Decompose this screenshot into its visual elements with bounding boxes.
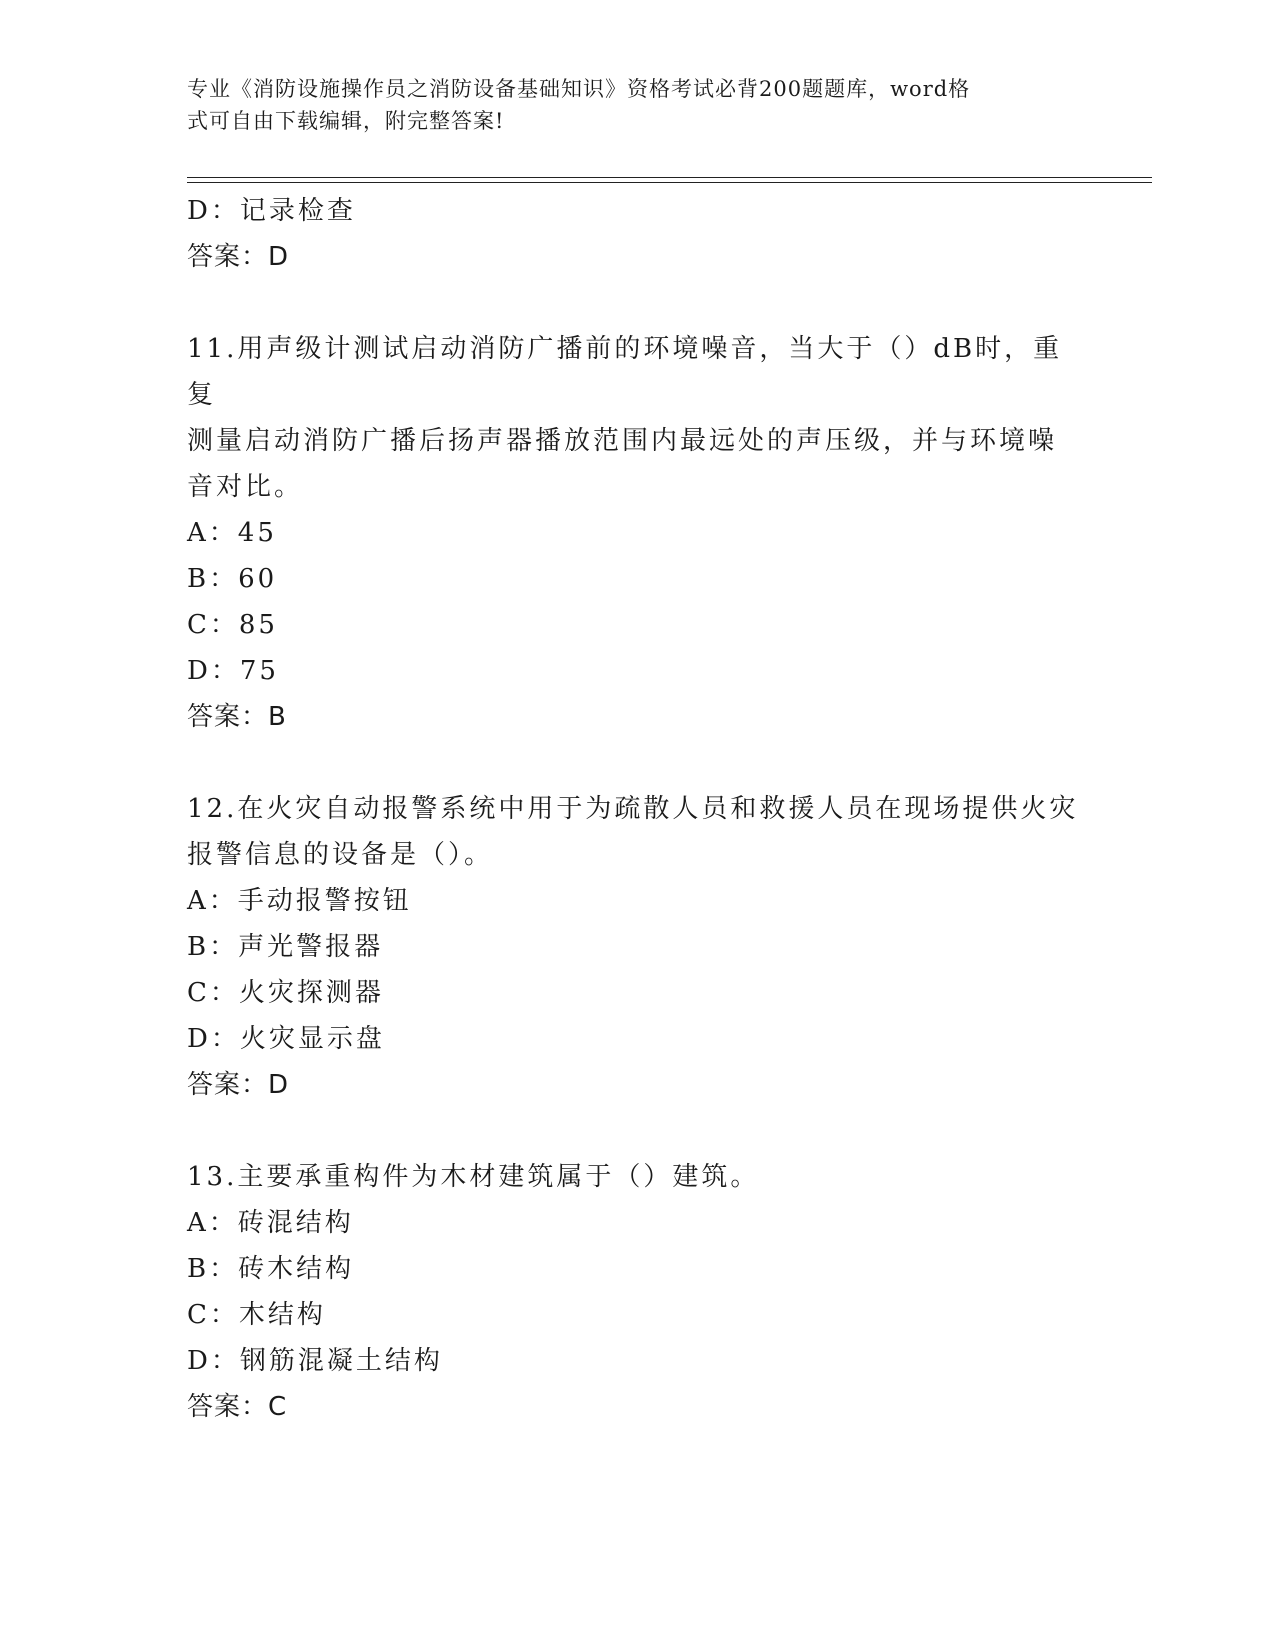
header-line-2: 式可自由下载编辑，附完整答案! (187, 109, 505, 133)
question-stem-line: 测量启动消防广播后扬声器播放范围内最远处的声压级，并与环境噪 (187, 426, 1058, 456)
option-b: B：60 (187, 564, 278, 594)
option-c: C：木结构 (187, 1300, 326, 1330)
answer-line: 答案：B (187, 702, 287, 732)
spacer (187, 1108, 1087, 1154)
document-body (187, 188, 1087, 1430)
header-line-1: 专业《消防设施操作员之消防设备基础知识》资格考试必背200题题库，word格 (187, 77, 971, 101)
option-d: D：75 (187, 656, 279, 686)
option-b: B：声光警报器 (187, 932, 384, 962)
option-a: A：45 (187, 518, 277, 548)
question-stem-line: 13.主要承重构件为木材建筑属于（）建筑。 (187, 1162, 760, 1192)
document-header (187, 73, 1077, 137)
question-stem-line: 报警信息的设备是（）。 (187, 840, 494, 870)
option-d: D：记录检查 (187, 196, 356, 226)
option-c: C：85 (187, 610, 278, 640)
spacer (187, 280, 1087, 326)
question-stem-line: 11.用声级计测试启动消防广播前的环境噪音，当大于（）dB时，重复 (187, 334, 1063, 410)
question-12 (187, 786, 1087, 1108)
question-13 (187, 1154, 1087, 1430)
question-11 (187, 326, 1087, 740)
answer-line: 答案：C (187, 1392, 288, 1422)
answer-line: 答案：D (187, 1070, 290, 1100)
option-d: D：火灾显示盘 (187, 1024, 385, 1054)
answer-line: 答案：D (187, 242, 290, 272)
option-a: A：手动报警按钮 (187, 886, 412, 916)
question-10-tail (187, 188, 1087, 280)
spacer (187, 740, 1087, 786)
header-divider-bottom (187, 182, 1152, 183)
question-stem-line: 12.在火灾自动报警系统中用于为疏散人员和救援人员在现场提供火灾 (187, 794, 1079, 824)
header-divider-top (187, 177, 1152, 178)
question-stem-line: 音对比。 (187, 472, 304, 502)
option-d: D：钢筋混凝土结构 (187, 1346, 443, 1376)
option-b: B：砖木结构 (187, 1254, 355, 1284)
option-c: C：火灾探测器 (187, 978, 384, 1008)
option-a: A：砖混结构 (187, 1208, 354, 1238)
